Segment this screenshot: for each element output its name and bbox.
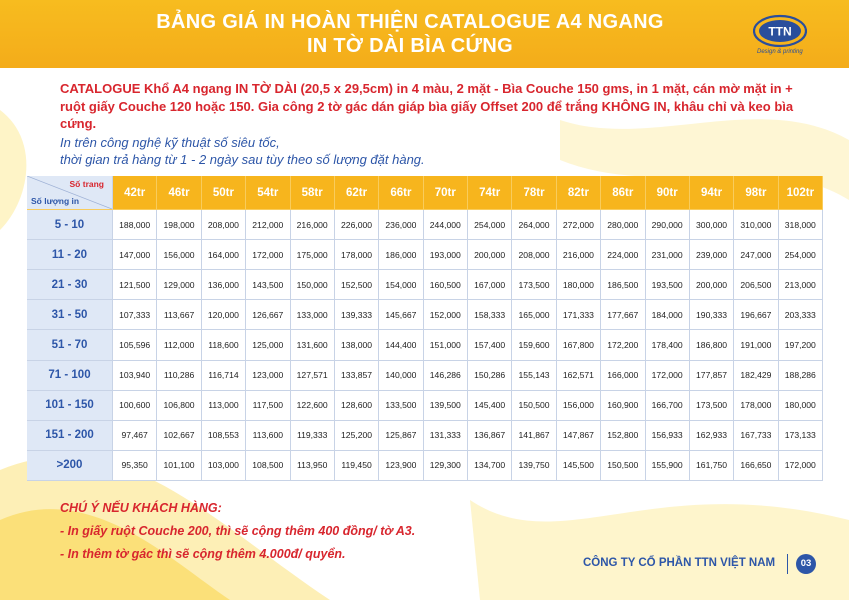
price-cell: 156,000: [557, 391, 601, 421]
price-cell: 208,000: [202, 210, 246, 240]
price-cell: 139,333: [335, 300, 379, 330]
quantity-cell: >200: [27, 451, 113, 481]
column-header: 90tr: [646, 176, 690, 210]
price-cell: 188,000: [113, 210, 157, 240]
price-cell: 206,500: [734, 270, 778, 300]
price-cell: 254,000: [779, 240, 823, 270]
price-cell: 162,933: [690, 421, 734, 451]
column-header: 102tr: [779, 176, 823, 210]
price-cell: 102,667: [157, 421, 201, 451]
price-cell: 186,500: [601, 270, 645, 300]
quantity-cell: 71 - 100: [27, 361, 113, 391]
price-cell: 172,000: [779, 451, 823, 481]
title-line-1: BẢNG GIÁ IN HOÀN THIỆN CATALOGUE A4 NGANG: [156, 11, 664, 33]
logo-text: TTN: [768, 24, 792, 39]
column-header: 70tr: [424, 176, 468, 210]
price-cell: 131,600: [291, 330, 335, 360]
price-cell: 155,143: [512, 361, 556, 391]
price-cell: 158,333: [468, 300, 512, 330]
column-header: 54tr: [246, 176, 290, 210]
price-cell: 166,000: [601, 361, 645, 391]
price-cell: 133,000: [291, 300, 335, 330]
title-line-2: IN TỜ DÀI BÌA CỨNG: [306, 35, 514, 57]
price-cell: 100,600: [113, 391, 157, 421]
column-header: 82tr: [557, 176, 601, 210]
price-cell: 160,900: [601, 391, 645, 421]
price-cell: 172,000: [246, 240, 290, 270]
note-item-1: - In giấy ruột Couche 200, thì sẽ cộng thêm 400 đồng/ tờ A3.: [60, 524, 416, 538]
note-line-1: In trên công nghệ kỹ thuật số siêu tốc,: [60, 135, 280, 150]
price-cell: 129,000: [157, 270, 201, 300]
note-line-2: thời gian trả hàng từ 1 - 2 ngày sau tùy theo số lượng đặt hàng.: [60, 152, 425, 167]
price-cell: 146,286: [424, 361, 468, 391]
price-cell: 131,333: [424, 421, 468, 451]
price-cell: 216,000: [557, 240, 601, 270]
price-cell: 172,000: [646, 361, 690, 391]
price-cell: 190,333: [690, 300, 734, 330]
price-cell: 164,000: [202, 240, 246, 270]
price-cell: 119,333: [291, 421, 335, 451]
column-header: 86tr: [601, 176, 645, 210]
price-cell: 139,500: [424, 391, 468, 421]
price-cell: 161,750: [690, 451, 734, 481]
price-cell: 166,650: [734, 451, 778, 481]
price-cell: 138,000: [335, 330, 379, 360]
table-corner-cell: [27, 176, 113, 210]
price-cell: 103,940: [113, 361, 157, 391]
price-cell: 264,000: [512, 210, 556, 240]
price-cell: 105,596: [113, 330, 157, 360]
price-cell: 103,000: [202, 451, 246, 481]
price-cell: 112,000: [157, 330, 201, 360]
price-cell: 193,500: [646, 270, 690, 300]
price-cell: 110,286: [157, 361, 201, 391]
price-cell: 107,333: [113, 300, 157, 330]
price-cell: 134,700: [468, 451, 512, 481]
price-cell: 198,000: [157, 210, 201, 240]
price-cell: 171,333: [557, 300, 601, 330]
price-cell: 180,000: [779, 391, 823, 421]
price-cell: 172,200: [601, 330, 645, 360]
price-cell: 216,000: [291, 210, 335, 240]
quantity-cell: 11 - 20: [27, 240, 113, 270]
column-header: 46tr: [157, 176, 201, 210]
price-cell: 231,000: [646, 240, 690, 270]
footer-divider: [787, 554, 788, 574]
price-cell: 139,750: [512, 451, 556, 481]
quantity-cell: 21 - 30: [27, 270, 113, 300]
price-cell: 156,933: [646, 421, 690, 451]
price-cell: 122,600: [291, 391, 335, 421]
price-cell: 165,000: [512, 300, 556, 330]
notes-heading: CHÚ Ý NẾU KHÁCH HÀNG:: [60, 501, 222, 515]
price-cell: 125,200: [335, 421, 379, 451]
price-cell: 121,500: [113, 270, 157, 300]
quantity-cell: 151 - 200: [27, 421, 113, 451]
price-cell: 200,000: [468, 240, 512, 270]
price-cell: 180,000: [557, 270, 601, 300]
price-cell: 123,900: [379, 451, 423, 481]
column-header: 74tr: [468, 176, 512, 210]
column-header: 94tr: [690, 176, 734, 210]
column-header: 98tr: [734, 176, 778, 210]
price-cell: 147,000: [113, 240, 157, 270]
price-cell: 254,000: [468, 210, 512, 240]
price-cell: 272,000: [557, 210, 601, 240]
price-cell: 239,000: [690, 240, 734, 270]
price-cell: 310,000: [734, 210, 778, 240]
price-cell: 224,000: [601, 240, 645, 270]
footer-company-name: CÔNG TY CỔ PHẦN TTN VIỆT NAM: [583, 557, 776, 569]
price-cell: 147,867: [557, 421, 601, 451]
price-cell: 118,600: [202, 330, 246, 360]
price-cell: 117,500: [246, 391, 290, 421]
price-cell: 106,800: [157, 391, 201, 421]
price-cell: 212,000: [246, 210, 290, 240]
table-header-row: [27, 176, 823, 210]
price-cell: 119,450: [335, 451, 379, 481]
price-cell: 128,600: [335, 391, 379, 421]
price-cell: 159,600: [512, 330, 556, 360]
ttn-logo: [753, 14, 807, 48]
price-cell: 196,667: [734, 300, 778, 330]
price-cell: 108,553: [202, 421, 246, 451]
table-row: [27, 210, 823, 240]
page-number-badge: 03: [796, 554, 816, 574]
column-header: 50tr: [202, 176, 246, 210]
price-cell: 108,500: [246, 451, 290, 481]
price-cell: 175,000: [291, 240, 335, 270]
corner-label-quantity: Số lượng in: [31, 196, 80, 206]
price-cell: 226,000: [335, 210, 379, 240]
price-cell: 300,000: [690, 210, 734, 240]
table-row: [27, 361, 823, 391]
column-header: 66tr: [379, 176, 423, 210]
column-header: 78tr: [512, 176, 556, 210]
price-cell: 186,000: [379, 240, 423, 270]
price-cell: 150,000: [291, 270, 335, 300]
price-cell: 133,857: [335, 361, 379, 391]
price-cell: 140,000: [379, 361, 423, 391]
price-cell: 141,867: [512, 421, 556, 451]
corner-label-pages: Số trang: [69, 179, 104, 189]
quantity-cell: 101 - 150: [27, 391, 113, 421]
price-cell: 101,100: [157, 451, 201, 481]
price-table: [27, 176, 823, 481]
notes-section: [60, 497, 415, 566]
quantity-cell: 51 - 70: [27, 330, 113, 360]
price-cell: 178,000: [734, 391, 778, 421]
price-cell: 152,500: [335, 270, 379, 300]
price-cell: 157,400: [468, 330, 512, 360]
price-cell: 133,500: [379, 391, 423, 421]
price-cell: 150,286: [468, 361, 512, 391]
price-table-container: [27, 176, 823, 481]
column-header: 58tr: [291, 176, 335, 210]
price-cell: 166,700: [646, 391, 690, 421]
price-cell: 244,000: [424, 210, 468, 240]
page-header: [0, 0, 849, 68]
column-header: 42tr: [113, 176, 157, 210]
price-cell: 127,571: [291, 361, 335, 391]
price-cell: 136,867: [468, 421, 512, 451]
price-cell: 113,667: [157, 300, 201, 330]
price-cell: 155,900: [646, 451, 690, 481]
price-cell: 150,500: [601, 451, 645, 481]
price-cell: 144,400: [379, 330, 423, 360]
price-cell: 173,500: [512, 270, 556, 300]
price-cell: 200,000: [690, 270, 734, 300]
price-cell: 126,667: [246, 300, 290, 330]
price-cell: 116,714: [202, 361, 246, 391]
price-cell: 156,000: [157, 240, 201, 270]
table-row: [27, 240, 823, 270]
price-cell: 152,000: [424, 300, 468, 330]
price-cell: 145,500: [557, 451, 601, 481]
price-cell: 136,000: [202, 270, 246, 300]
price-cell: 177,667: [601, 300, 645, 330]
price-cell: 247,000: [734, 240, 778, 270]
quantity-cell: 31 - 50: [27, 300, 113, 330]
price-cell: 162,571: [557, 361, 601, 391]
price-cell: 125,867: [379, 421, 423, 451]
price-cell: 182,429: [734, 361, 778, 391]
price-cell: 145,667: [379, 300, 423, 330]
price-cell: 113,000: [202, 391, 246, 421]
price-cell: 129,300: [424, 451, 468, 481]
price-cell: 154,000: [379, 270, 423, 300]
table-row: [27, 451, 823, 481]
price-cell: 97,467: [113, 421, 157, 451]
price-cell: 113,600: [246, 421, 290, 451]
price-cell: 143,500: [246, 270, 290, 300]
price-cell: 125,000: [246, 330, 290, 360]
price-cell: 113,950: [291, 451, 335, 481]
price-cell: 167,000: [468, 270, 512, 300]
price-cell: 186,800: [690, 330, 734, 360]
price-cell: 160,500: [424, 270, 468, 300]
column-header: 62tr: [335, 176, 379, 210]
price-cell: 173,133: [779, 421, 823, 451]
table-row: [27, 300, 823, 330]
price-cell: 152,800: [601, 421, 645, 451]
price-cell: 318,000: [779, 210, 823, 240]
logo-tagline: Design & printing: [757, 49, 803, 55]
price-cell: 95,350: [113, 451, 157, 481]
price-cell: 123,000: [246, 361, 290, 391]
price-cell: 167,800: [557, 330, 601, 360]
price-cell: 145,400: [468, 391, 512, 421]
price-cell: 213,000: [779, 270, 823, 300]
table-row: [27, 421, 823, 451]
page-title: [70, 10, 750, 58]
note-item-2: - In thêm tờ gác thì sẽ cộng thêm 4.000đ/ quyển.: [60, 547, 346, 561]
table-row: [27, 270, 823, 300]
price-cell: 191,000: [734, 330, 778, 360]
price-cell: 280,000: [601, 210, 645, 240]
price-cell: 173,500: [690, 391, 734, 421]
table-row: [27, 330, 823, 360]
price-cell: 167,733: [734, 421, 778, 451]
price-cell: 151,000: [424, 330, 468, 360]
price-cell: 203,333: [779, 300, 823, 330]
price-cell: 177,857: [690, 361, 734, 391]
catalogue-description: CATALOGUE Khổ A4 ngang IN TỜ DÀI (20,5 x 29,5cm) in 4 màu, 2 mặt - Bìa Couche 150 gms, in 1 mặt, cán mờ mặt in + ruột giấy Couche 120 hoặc 150. Gia công 2 tờ gác dán giáp bìa giấy Offset 200 để trắng KHÔNG IN, khâu chỉ và keo bìa cứng.: [60, 81, 794, 131]
price-cell: 208,000: [512, 240, 556, 270]
quantity-cell: 5 - 10: [27, 210, 113, 240]
price-cell: 236,000: [379, 210, 423, 240]
price-cell: 193,000: [424, 240, 468, 270]
price-cell: 197,200: [779, 330, 823, 360]
table-row: [27, 391, 823, 421]
price-cell: 178,400: [646, 330, 690, 360]
price-cell: 178,000: [335, 240, 379, 270]
production-note: [60, 134, 760, 168]
price-cell: 290,000: [646, 210, 690, 240]
price-cell: 120,000: [202, 300, 246, 330]
price-cell: 184,000: [646, 300, 690, 330]
price-cell: 150,500: [512, 391, 556, 421]
price-cell: 188,286: [779, 361, 823, 391]
